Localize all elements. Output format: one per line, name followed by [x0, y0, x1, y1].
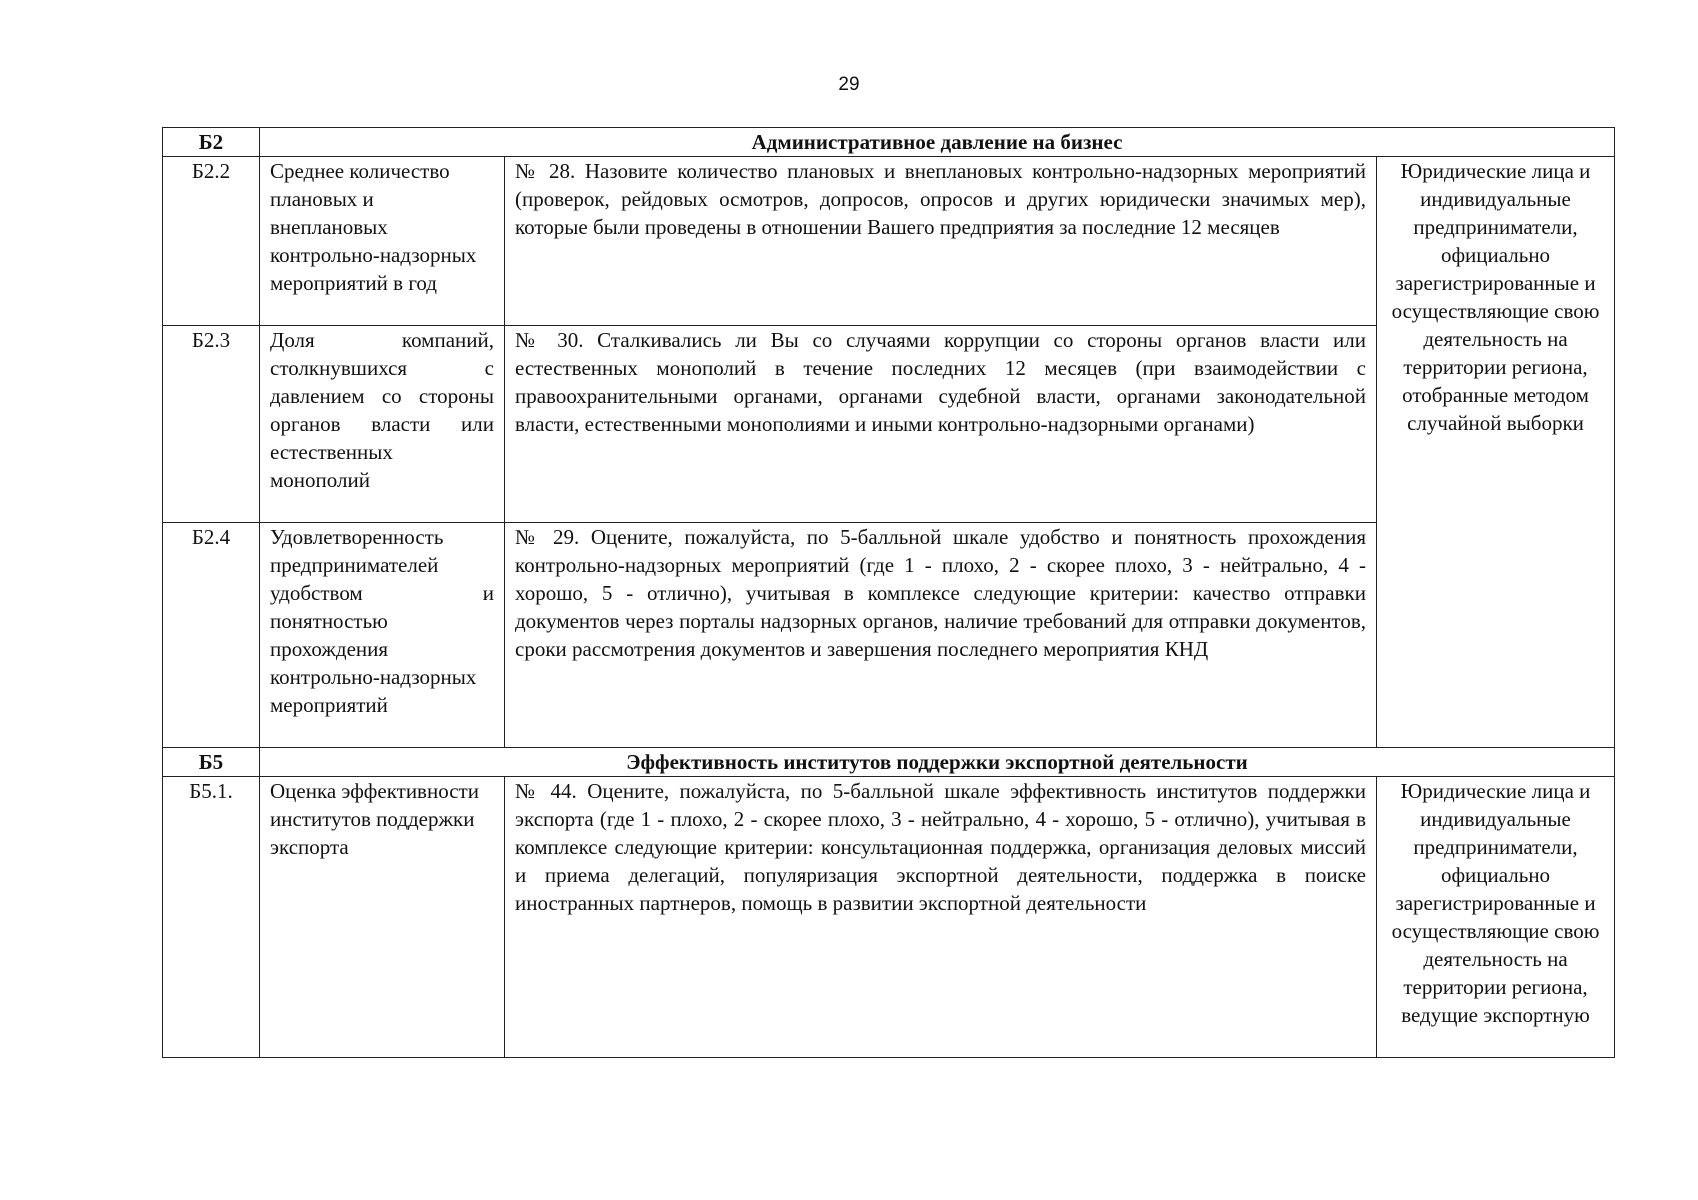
survey-question: № 28. Назовите количество плановых и внеплановых контрольно-надзорных мероприятий (проверок, рейдовых осмотров, допросов, опросов и других юридически значимых мер), которые были проведены в отношении Вашего предприятия за последние 12 месяцев: [505, 157, 1377, 326]
section-code: Б2: [163, 128, 260, 157]
respondents-description: Юридические лица и индивидуальные предприниматели, официально зарегистрированные и осуществляющие свою деятельность на территории региона, отобранные методом случайной выборки: [1377, 157, 1615, 748]
survey-question: № 30. Сталкивались ли Вы со случаями коррупции со стороны органов власти или естественных монополий в течение последних 12 месяцев (при взаимодействии с правоохранительными органами, органами судебной власти, органами законодательной власти, естественными монополиями и иными контрольно-надзорными органами): [505, 326, 1377, 523]
indicator-code: Б2.2: [163, 157, 260, 326]
indicator-code: Б5.1.: [163, 777, 260, 1058]
section-title: Административное давление на бизнес: [260, 128, 1615, 157]
indicator-name: Удовлетворенность предпринимателей удобством и понятностью прохождения контрольно-надзорных мероприятий: [260, 523, 505, 748]
table-row: [163, 157, 1615, 326]
page-number: 29: [838, 74, 860, 95]
section-header-row: [163, 128, 1615, 157]
survey-question: № 29. Оцените, пожалуйста, по 5-балльной шкале удобство и понятность прохождения контрольно-надзорных мероприятий (где 1 - плохо, 2 - скорее плохо, 3 - нейтрально, 4 - хорошо, 5 - отлично), учитывая в комплексе следующие критерии: качество отправки документов через порталы надзорных органов, наличие требований для отправки документов, сроки рассмотрения документов и завершения последнего мероприятия КНД: [505, 523, 1377, 748]
survey-question: № 44. Оцените, пожалуйста, по 5-балльной шкале эффективность институтов поддержки экспорта (где 1 - плохо, 2 - скорее плохо, 3 - нейтрально, 4 - хорошо, 5 - отлично), учитывая в комплексе следующие критерии: консультационная поддержка, организация деловых миссий и приема делегаций, популяризация экспортной деятельности, поддержка в поиске иностранных партнеров, помощь в развитии экспортной деятельности: [505, 777, 1377, 1058]
table-row: [163, 777, 1615, 1058]
indicator-name: Оценка эффективности институтов поддержки экспорта: [260, 777, 505, 1058]
section-code: Б5: [163, 748, 260, 777]
indicator-name: Среднее количество плановых и внеплановых контрольно-надзорных мероприятий в год: [260, 157, 505, 326]
indicators-table: [162, 127, 1615, 1058]
section-header-row: [163, 748, 1615, 777]
indicator-code: Б2.4: [163, 523, 260, 748]
section-title: Эффективность институтов поддержки экспортной деятельности: [260, 748, 1615, 777]
indicator-name: Доля компаний, столкнувшихся с давлением со стороны органов власти или естественных монополий: [260, 326, 505, 523]
respondents-description: Юридические лица и индивидуальные предприниматели, официально зарегистрированные и осуществляющие свою деятельность на территории региона, ведущие экспортную: [1377, 777, 1615, 1058]
indicator-code: Б2.3: [163, 326, 260, 523]
